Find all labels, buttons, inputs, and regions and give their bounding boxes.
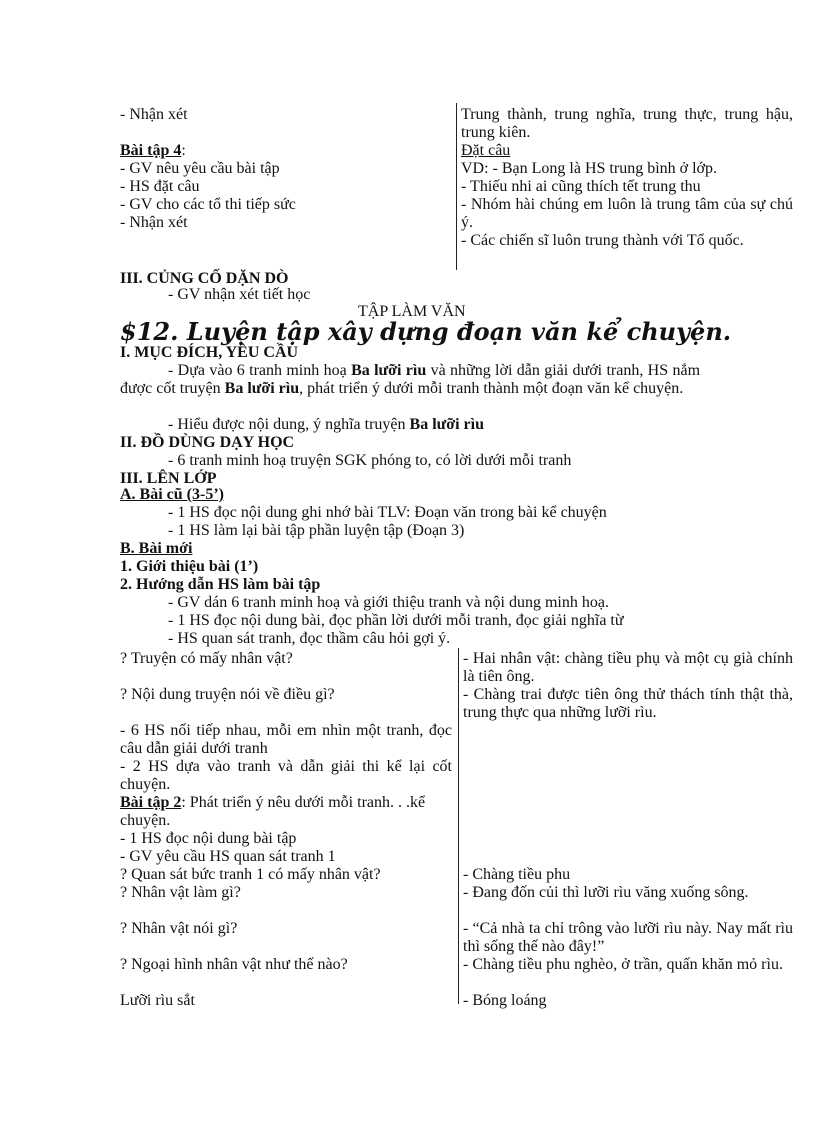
right-subheading: Đặt câu — [461, 142, 511, 159]
activity: - 2 HS dựa vào tranh và dẫn giải thi kể lại cốt chuyện. — [120, 758, 452, 793]
story-title: Ba lưỡi rìu — [351, 362, 427, 379]
answer: - Chàng tiều phu nghèo, ở trần, quấn khăn mỏ rìu. — [463, 956, 783, 973]
subsection-heading: A. Bài cũ (3-5’) — [120, 486, 224, 503]
question: ? Ngoại hình nhân vật như thế nào? — [120, 956, 348, 973]
right-line: VD: - Bạn Long là HS trung bình ở lớp. — [461, 160, 718, 177]
section-heading: III. LÊN LỚP — [120, 470, 217, 487]
left-line: - GV cho các tổ thi tiếp sức — [120, 196, 296, 213]
right-paragraph: Trung thành, trung nghĩa, trung thực, trung hậu, trung kiên. — [461, 106, 793, 141]
left-line: - Nhận xét — [120, 214, 188, 231]
left-line: - Nhận xét — [120, 106, 188, 123]
exercise-label: Bài tập 4 — [120, 142, 182, 159]
answer: - “Cả nhà ta chỉ trông vào lưỡi rìu này. Nay mất rìu thì sống thế nào đây!” — [463, 920, 793, 955]
section-heading: II. ĐỒ DÙNG DẠY HỌC — [120, 434, 295, 451]
question: ? Nhân vật làm gì? — [120, 884, 241, 901]
exercise-2 — [120, 794, 454, 830]
right-paragraph: - Nhóm hài chúng em luôn là trung tâm của sự chú ý. — [461, 196, 793, 231]
answer: - Hai nhân vật: chàng tiều phụ và một cụ già chính là tiên ông. — [463, 650, 793, 685]
text-run: , phát triển ý dưới mỗi tranh thành một đoạn văn kể chuyện. — [299, 380, 684, 397]
answer: - Chàng trai được tiên ông thử thách tính thật thà, trung thực qua những lưỡi rìu. — [463, 686, 793, 721]
exercise-colon: : — [181, 142, 186, 159]
body-line: - 1 HS làm lại bài tập phần luyện tập (Đoạn 3) — [168, 522, 465, 539]
left-line: - GV nêu yêu cầu bài tập — [120, 160, 280, 177]
story-title: Ba lưỡi rìu — [409, 416, 484, 433]
right-paragraph: - Các chiến sĩ luôn trung thành với Tổ quốc. — [461, 232, 744, 249]
question: ? Nhân vật nói gì? — [120, 920, 238, 937]
subsection-heading: 2. Hướng dẫn HS làm bài tập — [120, 576, 321, 593]
exercise-label: Bài tập 2 — [120, 794, 182, 811]
text-run: : Phát triển ý nêu dưới mỗi tranh. . .kể chuyện. — [120, 794, 426, 829]
body-line: - GV dán 6 tranh minh hoạ và giới thiệu tranh và nội dung minh hoạ. — [168, 594, 609, 611]
answer: - Bóng loáng — [463, 992, 547, 1009]
body-line: - HS quan sát tranh, đọc thầm câu hỏi gợi ý. — [168, 630, 451, 647]
question: ? Truyện có mấy nhân vật? — [120, 650, 293, 667]
subsection-heading: B. Bài mới — [120, 540, 193, 557]
subsection-heading: 1. Giới thiệu bài (1’) — [120, 558, 259, 575]
objective-line — [168, 416, 484, 434]
answer: - Chàng tiều phu — [463, 866, 571, 883]
activity: - GV yêu cầu HS quan sát tranh 1 — [120, 848, 336, 865]
question: Lưỡi rìu sắt — [120, 992, 195, 1009]
section-heading: III. CỦNG CỐ DẶN DÒ — [120, 270, 289, 287]
exercise-heading — [120, 142, 186, 160]
activity: - 1 HS đọc nội dung bài tập — [120, 830, 297, 847]
right-line: - Thiếu nhi ai cũng thích tết trung thu — [461, 178, 701, 195]
body-line: - 1 HS đọc nội dung ghi nhớ bài TLV: Đoạn văn trong bài kể chuyện — [168, 504, 607, 521]
story-title: Ba lưỡi rìu — [224, 380, 300, 397]
subject-heading: TẬP LÀM VĂN — [358, 303, 466, 320]
body-line: - 1 HS đọc nội dung bài, đọc phần lời dưới mỗi tranh, đọc giải nghĩa từ — [168, 612, 624, 629]
column-divider-bottom — [458, 648, 459, 1004]
question: ? Quan sát bức tranh 1 có mấy nhân vật? — [120, 866, 381, 883]
answer: - Đang đốn củi thì lưỡi rìu văng xuống sông. — [463, 884, 749, 901]
text-run: - Hiểu được nội dung, ý nghĩa truyện — [168, 416, 410, 433]
body-line: - 6 tranh minh hoạ truyện SGK phóng to, có lời dưới mỗi tranh — [168, 452, 572, 469]
text-run: - Dựa vào 6 tranh minh hoạ — [168, 362, 352, 379]
lesson-title: $12. Luyện tập xây dựng đoạn văn kể chuyện. — [120, 317, 732, 346]
left-line: - HS đặt câu — [120, 178, 200, 195]
objective-paragraph — [120, 362, 700, 398]
column-divider-top — [456, 103, 457, 270]
activity: - 6 HS nối tiếp nhau, mỗi em nhìn một tranh, đọc câu dẫn giải dưới tranh — [120, 722, 452, 757]
body-line: - GV nhận xét tiết học — [168, 286, 311, 303]
question: ? Nội dung truyện nói về điều gì? — [120, 686, 335, 703]
section-heading: I. MỤC ĐÍCH, YÊU CẦU — [120, 344, 299, 361]
text-run: và những lời dẫn giải dưới tranh, HS nắm được cốt truyện — [120, 362, 701, 397]
